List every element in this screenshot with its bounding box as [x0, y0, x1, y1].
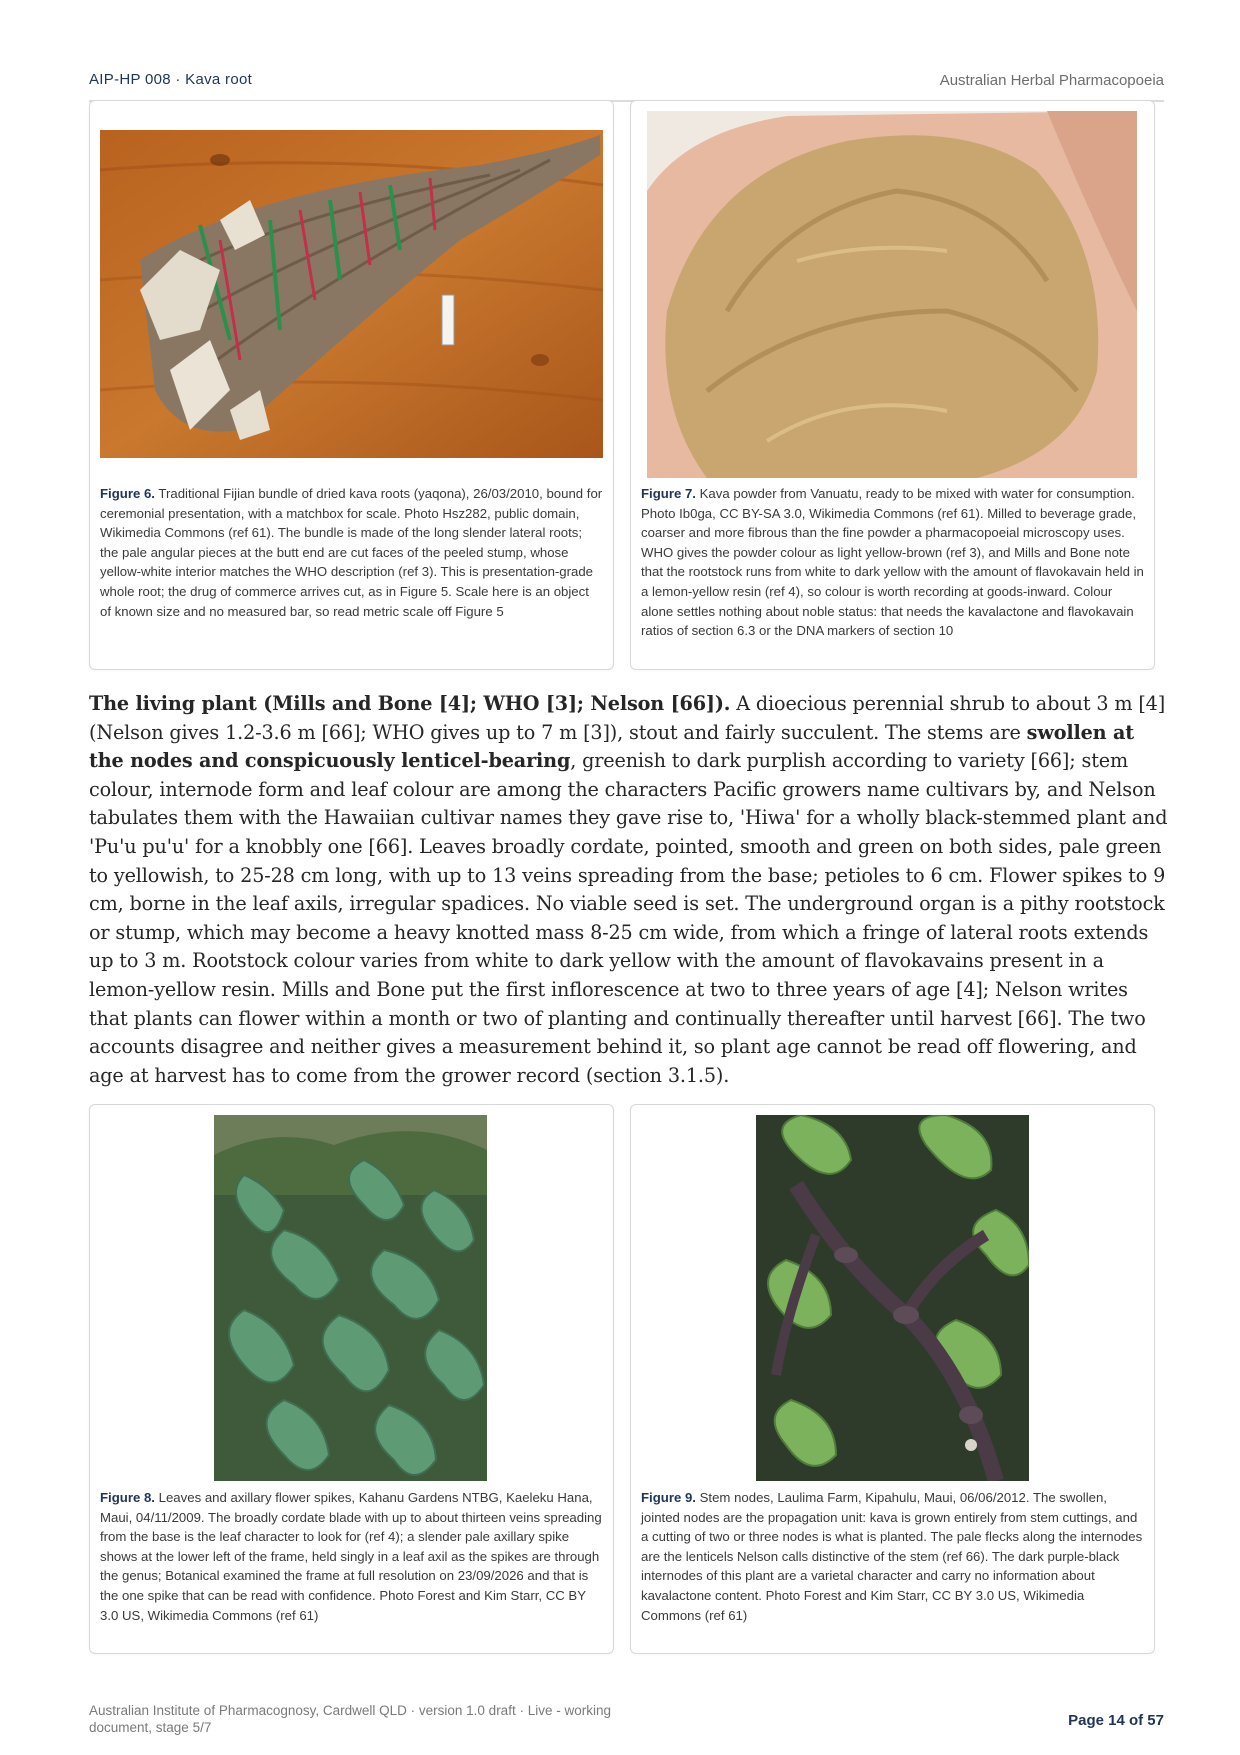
- paragraph-text-1: A dioecious perennial shrub to about 3 m [4] (Nelson gives 1.2-3.6 m [66]; WHO gives up to 7 m [3]), stout and fairly succulent. The stems are: [89, 692, 1166, 744]
- paragraph-text-2: , greenish to dark purplish according to variety [66]; stem colour, internode form and leaf colour are among the characters Pacific growers name cultivars by, and Nelson tabulates them with the Hawaiian cultivar names they gave rise to, 'Hiwa' for a wholly black-stemmed plant and 'Pu'u pu'u' for a knobbly one [66]. Leaves broadly cordate, pointed, smooth and green on both sides, pale green to yellowish, to 25-28 cm long, with up to 13 veins spreading from the base; petioles to 6 cm. Flower spikes to 9 cm, borne in the leaf axils, irregular spadices. No viable seed is set. The underground organ is a pithy rootstock or stump, which may become a heavy knotted mass 8-25 cm wide, from which a fringe of lateral roots extends up to 3 m. Rootstock colour varies from white to dark yellow with the amount of flavokavains present in a lemon-yellow resin. Mills and Bone put the first inflorescence at two to three years of age [4]; Nelson writes that plants can flower within a month or two of planting and continually thereafter until harvest [66]. The two accounts disagree and neither gives a measurement behind it, so plant age cannot be read off flowering, and age at harvest has to come from the grower record (section 3.1.5).: [89, 749, 1168, 1087]
- kava-powder-photo: [647, 111, 1137, 478]
- paragraph-heading: The living plant (Mills and Bone [4]; WHO [3]; Nelson [66]).: [89, 692, 731, 715]
- figure-6-text: Traditional Fijian bundle of dried kava roots (yaqona), 26/03/2010, bound for ceremonial presentation, with a matchbox for scale. Photo Hsz282, public domain, Wikimedia Commons (ref 61). The bundle is made of the long slender lateral roots; the pale angular pieces at the butt end are cut faces of the peeled stump, whose yellow-white interior matches the WHO description (ref 3). This is presentation-grade whole root; the drug of commerce arrives cut, as in Figure 5. Scale here is an object of known size and no measured bar, so read metric scale off Figure 5: [100, 486, 603, 619]
- living-plant-paragraph: [89, 690, 1169, 1090]
- figure-6-card: [89, 100, 614, 670]
- figure-8-card: [89, 1104, 614, 1654]
- figure-7-label: Figure 7.: [641, 486, 696, 501]
- figure-7-caption: [641, 484, 1144, 641]
- figure-7-text: Kava powder from Vanuatu, ready to be mixed with water for consumption. Photo Ib0ga, CC BY-SA 3.0, Wikimedia Commons (ref 61). Milled to beverage grade, coarser and more fibrous than the fine powder a pharmacopoeial microscopy uses. WHO gives the powder colour as light yellow-brown (ref 3), and Mills and Bone note that the rootstock runs from white to dark yellow with the amount of flavokavain held in a lemon-yellow resin (ref 4), so colour is worth recording at goods-inward. Colour alone settles nothing about noble status: that needs the kavalactone and flavokavain ratios of section 6.3 or the DNA markers of section 10: [641, 486, 1144, 639]
- figure-9-caption: [641, 1488, 1144, 1625]
- figure-9-text: Stem nodes, Laulima Farm, Kipahulu, Maui, 06/06/2012. The swollen, jointed nodes are the propagation unit: kava is grown entirely from stem cuttings, and a cutting of two or three nodes is what is planted. The pale flecks along the internodes are the lenticels Nelson calls distinctive of the stem (ref 66). The dark purple-black internodes of this plant are a varietal character and carry no information about kavalactone content. Photo Forest and Kim Starr, CC BY 3.0 US, Wikimedia Commons (ref 61): [641, 1490, 1143, 1623]
- kava-stem-photo: [756, 1115, 1029, 1481]
- kava-leaves-photo: [214, 1115, 487, 1481]
- figure-9-card: [630, 1104, 1155, 1654]
- footer-institute: Australian Institute of Pharmacognosy, Cardwell QLD · version 1.0 draft · Live - working document, stage 5/7: [89, 1703, 611, 1735]
- running-header: [89, 70, 1164, 102]
- figure-6-label: Figure 6.: [100, 486, 155, 501]
- publication-title: Australian Herbal Pharmacopoeia: [939, 72, 1164, 89]
- page-number: Page 14 of 57: [1068, 1712, 1164, 1729]
- figure-7-card: [630, 100, 1155, 670]
- figure-6-caption: [100, 484, 603, 621]
- figure-8-caption: [100, 1488, 603, 1625]
- figure-9-label: Figure 9.: [641, 1490, 696, 1505]
- figure-8-text: Leaves and axillary flower spikes, Kahanu Gardens NTBG, Kaeleku Hana, Maui, 04/11/2009. The broadly cordate blade with up to about thirteen veins spreading from the base is the leaf character to look for (ref 4); a slender pale axillary spike shows at the lower left of the frame, held singly in a leaf axil as the spikes are through the genus; Botanical examined the frame at full resolution on 23/09/2026 and that is the one spike that can be read with confidence. Photo Forest and Kim Starr, CC BY 3.0 US, Wikimedia Commons (ref 61): [100, 1490, 602, 1623]
- kava-bundle-photo: [100, 130, 603, 458]
- paragraph-emphasis: swollen at the nodes and conspicuously lenticel-bearing: [89, 720, 1135, 773]
- document-code: AIP-HP 008 · Kava root: [89, 71, 253, 88]
- figure-8-label: Figure 8.: [100, 1490, 155, 1505]
